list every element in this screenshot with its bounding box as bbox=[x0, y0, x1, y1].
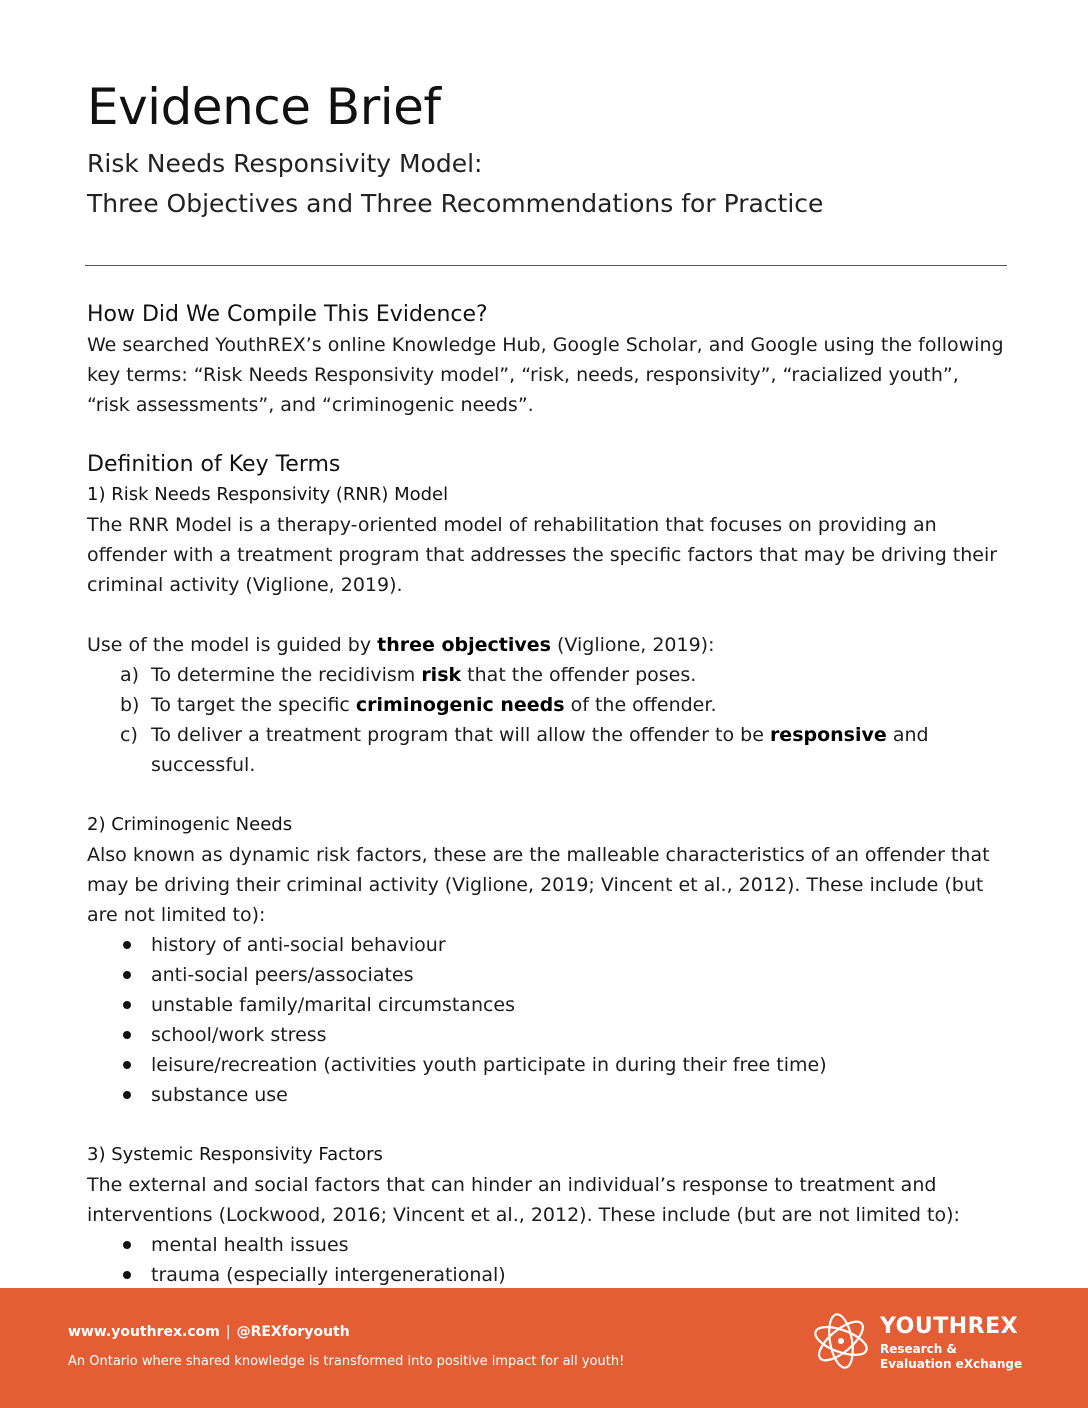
logo-subtitle: Research & Evaluation eXchange bbox=[880, 1342, 1023, 1371]
youthrex-logo bbox=[808, 1306, 1028, 1386]
objective-item: c) To deliver a treatment program that will allow the offender to be responsive and successful. bbox=[120, 724, 929, 776]
footer-separator: | bbox=[225, 1324, 231, 1340]
twitter-handle-link[interactable]: @REXforyouth bbox=[236, 1324, 350, 1340]
footer-links bbox=[68, 1324, 350, 1340]
bullet-icon bbox=[123, 971, 131, 979]
list-item: mental health issues bbox=[87, 1230, 1007, 1260]
youthrex-orbit-icon bbox=[808, 1308, 874, 1374]
systemic-title: 3) Systemic Responsivity Factors bbox=[87, 1144, 383, 1165]
objective-item: a) To determine the recidivism risk that the offender poses. bbox=[120, 664, 697, 686]
systemic-text: The external and social factors that can hinder an individual’s response to treatment and interventions (Lockwood, 2016; Vincent et al., 2012). These include (but are not limited to): bbox=[87, 1174, 960, 1226]
page-subtitle bbox=[87, 144, 823, 224]
subtitle-line-1: Risk Needs Responsivity Model: bbox=[87, 149, 483, 178]
logo-name: YOUTHREX bbox=[880, 1314, 1019, 1339]
bullet-icon bbox=[123, 1241, 131, 1249]
compile-heading: How Did We Compile This Evidence? bbox=[87, 302, 488, 327]
needs-title: 2) Criminogenic Needs bbox=[87, 814, 293, 835]
objectives-intro: Use of the model is guided by three objectives (Viglione, 2019): bbox=[87, 634, 715, 656]
compile-text: We searched YouthREX’s online Knowledge Hub, Google Scholar, and Google using the following key terms: “Risk Needs Responsivity model”, “risk, needs, responsivity”, “racialized youth”, “risk assessments”, and “criminogenic needs”. bbox=[87, 334, 1004, 416]
list-item: school/work stress bbox=[87, 1020, 1007, 1050]
bullet-icon bbox=[123, 1271, 131, 1279]
needs-list bbox=[87, 930, 1007, 1110]
header-divider bbox=[85, 265, 1007, 266]
brief-content bbox=[87, 300, 1007, 1290]
objectives-list bbox=[87, 660, 1007, 780]
bullet-icon bbox=[123, 1061, 131, 1069]
rnr-text: The RNR Model is a therapy-oriented model of rehabilitation that focuses on providing an offender with a treatment program that addresses the specific factors that may be driving their criminal activity (Viglione, 2019). bbox=[87, 514, 998, 596]
footer-banner bbox=[0, 1288, 1088, 1408]
bullet-icon bbox=[123, 1001, 131, 1009]
list-item: leisure/recreation (activities youth participate in during their free time) bbox=[87, 1050, 1007, 1080]
systemic-list bbox=[87, 1230, 1007, 1290]
page-title: Evidence Brief bbox=[87, 78, 441, 136]
definitions-heading: Definition of Key Terms bbox=[87, 452, 341, 477]
list-item: trauma (especially intergenerational) bbox=[87, 1260, 1007, 1290]
objective-item: b) To target the specific criminogenic needs of the offender. bbox=[120, 694, 717, 716]
footer-tagline: An Ontario where shared knowledge is transformed into positive impact for all youth! bbox=[68, 1354, 625, 1369]
bullet-icon bbox=[123, 941, 131, 949]
needs-text: Also known as dynamic risk factors, these are the malleable characteristics of an offender that may be driving their criminal activity (Viglione, 2019; Vincent et al., 2012). These include (but are not limited to): bbox=[87, 844, 990, 926]
bullet-icon bbox=[123, 1091, 131, 1099]
website-link[interactable]: www.youthrex.com bbox=[68, 1324, 220, 1340]
list-item: substance use bbox=[87, 1080, 1007, 1110]
list-item: anti-social peers/associates bbox=[87, 960, 1007, 990]
bullet-icon bbox=[123, 1031, 131, 1039]
list-item: unstable family/marital circumstances bbox=[87, 990, 1007, 1020]
rnr-title: 1) Risk Needs Responsivity (RNR) Model bbox=[87, 484, 449, 505]
subtitle-line-2: Three Objectives and Three Recommendations for Practice bbox=[87, 189, 824, 218]
list-item: history of anti-social behaviour bbox=[87, 930, 1007, 960]
